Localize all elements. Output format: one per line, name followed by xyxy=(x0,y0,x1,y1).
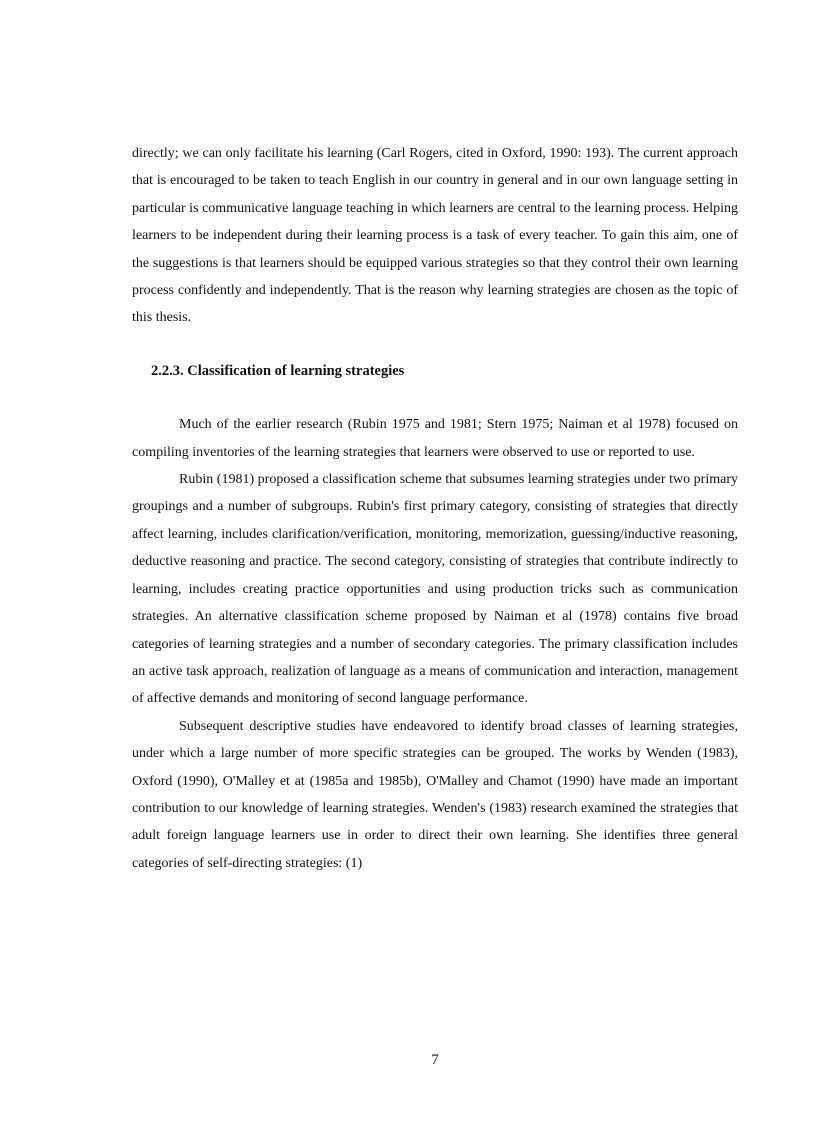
paragraph-subsequent-studies: Subsequent descriptive studies have endeavored to identify broad classes of learning strategies, under which a large number of more specific strategies can be grouped. The works by Wenden (1983), Oxford (1990), O'Malley et at (1985a and 1985b), O'Malley and Chamot (1990) have made an important contribution to our knowledge of learning strategies. Wenden's (1983) research examined the strategies that adult foreign language learners use in order to direct their own learning. She identifies three general categories of self-directing strategies: (1) xyxy=(132,718,738,871)
paragraph-rubin-classification: Rubin (1981) proposed a classification scheme that subsumes learning strategies under two primary groupings and a number of subgroups. Rubin's first primary category, consisting of strategies that directly affect learning, includes clarification/verification, monitoring, memorization, guessing/inductive reasoning, deductive reasoning and practice. The second category, consisting of strategies that contribute indirectly to learning, includes creating practice opportunities and using production tricks such as communication strategies. An alternative classification scheme proposed by Naiman et al (1978) contains five broad categories of learning strategies and a number of secondary categories. The primary classification includes an active task approach, realization of language as a means of communication and interaction, management of affective demands and monitoring of second language performance. xyxy=(132,472,738,707)
paragraph-earlier-research: Much of the earlier research (Rubin 1975 and 1981; Stern 1975; Naiman et al 1978) focused on compiling inventories of the learning strategies that learners were observed to use or reported to use. xyxy=(132,417,738,460)
page-number: 7 xyxy=(431,1052,439,1068)
document-page xyxy=(132,140,738,877)
paragraph-intro-continuation: directly; we can only facilitate his learning (Carl Rogers, cited in Oxford, 1990: 193). The current approach that is encouraged to be taken to teach English in our country in general and in our own language setting in particular is communicative language teaching in which learners are central to the learning process. Helping learners to be independent during their learning process is a task of every teacher. To gain this aim, one of the suggestions is that learners should be equipped various strategies so that they control their own learning process confidently and independently. That is the reason why learning strategies are chosen as the topic of this thesis. xyxy=(132,146,738,326)
section-heading: 2.2.3. Classification of learning strategies xyxy=(151,362,405,379)
